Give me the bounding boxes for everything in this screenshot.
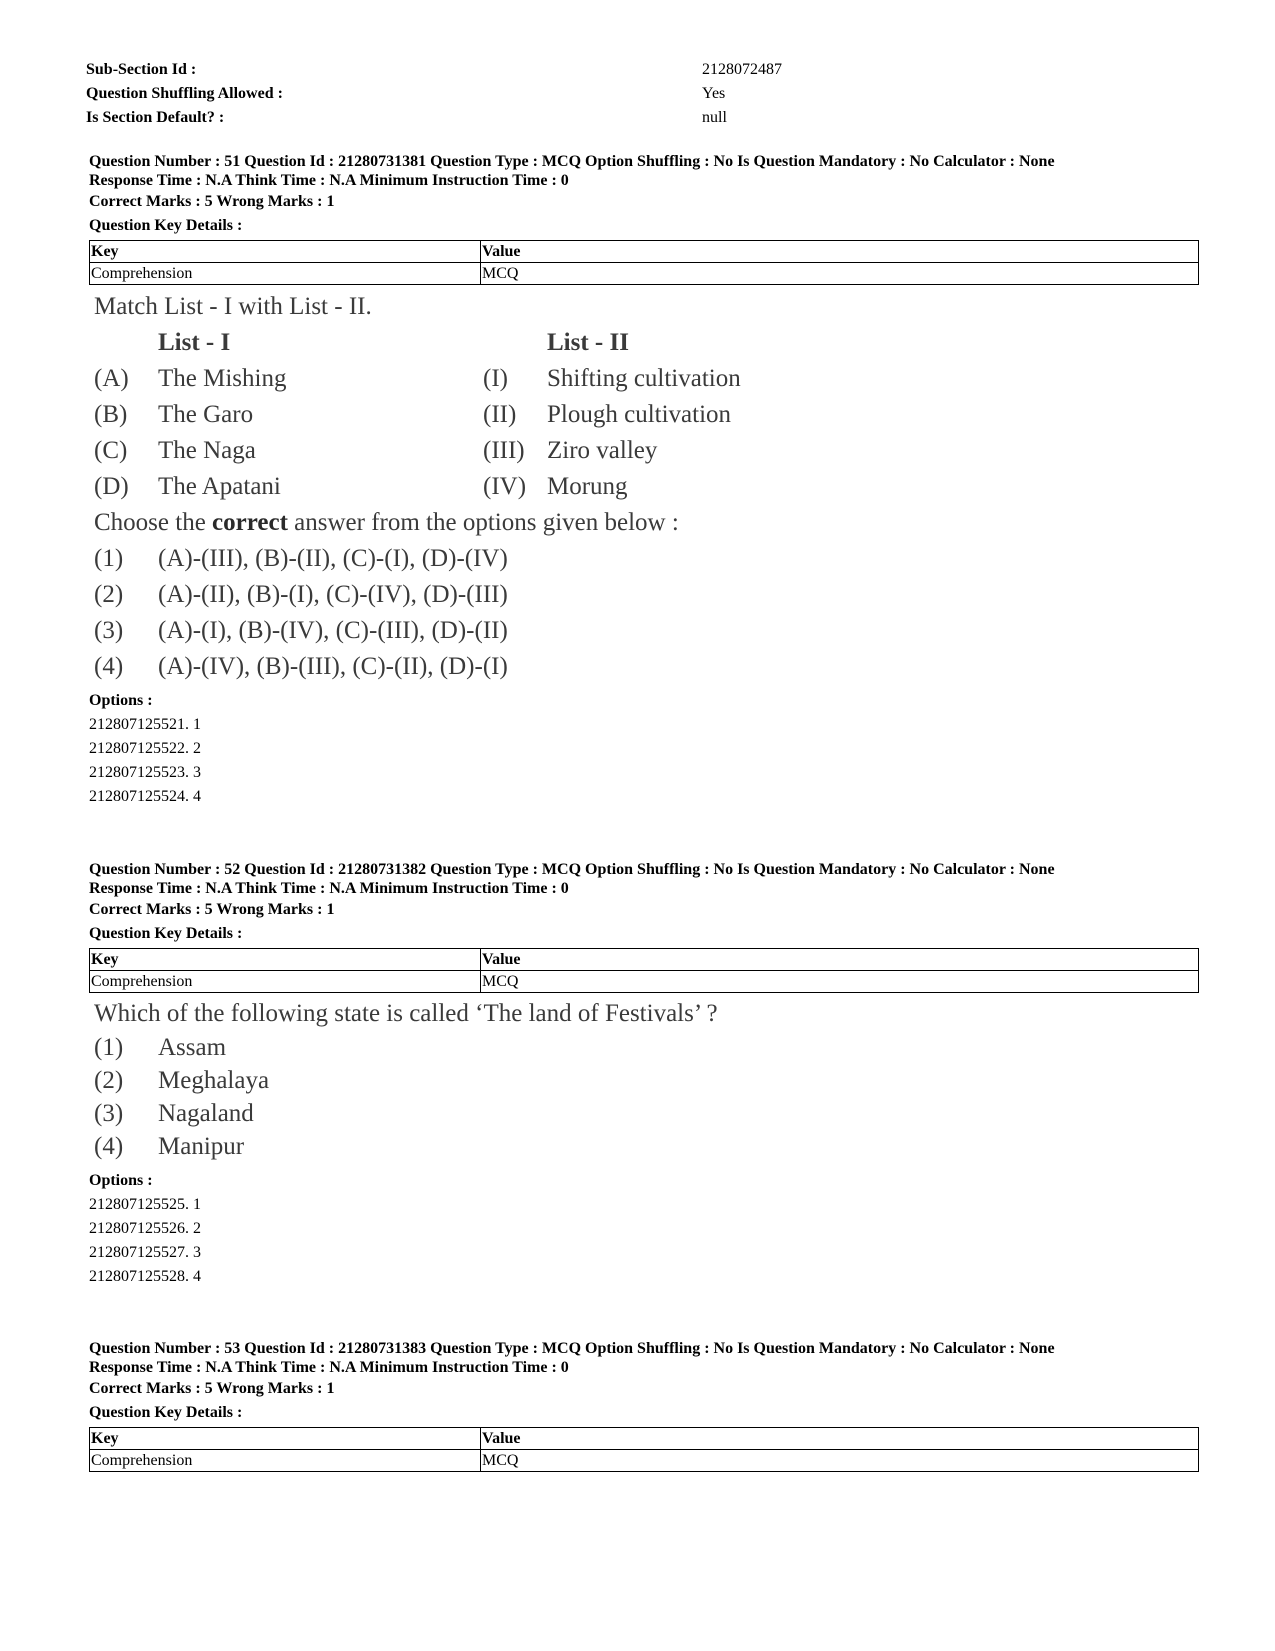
option-item: 212807125526. 2 — [89, 1220, 201, 1237]
question-image-52 — [94, 997, 1199, 1163]
choose-bold-text: correct — [212, 509, 288, 536]
question-header: Question Number : 51 Question Id : 21280731381 Question Type : MCQ Option Shuffling : No Is Question Mandatory : No Calculator : None — [89, 153, 1055, 170]
pair-item-right: Morung — [547, 473, 628, 500]
question-timing: Response Time : N.A Think Time : N.A Minimum Instruction Time : 0 — [89, 1359, 569, 1376]
answer-choice — [94, 1064, 1199, 1097]
question-timing: Response Time : N.A Think Time : N.A Minimum Instruction Time : 0 — [89, 172, 569, 189]
meta-key: Is Section Default? : — [86, 109, 225, 126]
table-header-row — [90, 1428, 1199, 1450]
option-item: 212807125528. 4 — [89, 1268, 201, 1285]
table-header-value: Value — [481, 949, 1199, 971]
question-timing: Response Time : N.A Think Time : N.A Minimum Instruction Time : 0 — [89, 880, 569, 897]
answer-choice — [94, 577, 1199, 613]
choice-number: (1) — [94, 1033, 124, 1061]
option-item: 212807125521. 1 — [89, 716, 201, 733]
list2-title: List - II — [547, 329, 629, 356]
option-item: 212807125525. 1 — [89, 1196, 201, 1213]
question-block-53 — [89, 1339, 1199, 1472]
pair-item-left: The Mishing — [158, 365, 287, 392]
key-details-table — [89, 1427, 1199, 1472]
list1-title: List - I — [158, 329, 231, 356]
key-details-table — [89, 948, 1199, 993]
choose-text: Choose the — [94, 509, 213, 536]
choice-number: (3) — [94, 1099, 124, 1127]
choice-text: Meghalaya — [158, 1066, 270, 1094]
question-marks: Correct Marks : 5 Wrong Marks : 1 — [89, 901, 335, 918]
pair-label-right: (II) — [483, 401, 517, 428]
question-marks: Correct Marks : 5 Wrong Marks : 1 — [89, 193, 335, 210]
answer-choice — [94, 1031, 1199, 1064]
pair-label-right: (I) — [483, 365, 508, 392]
meta-value: null — [702, 109, 727, 126]
pair-item-right: Shifting cultivation — [547, 365, 741, 392]
table-header-key: Key — [90, 1428, 481, 1450]
pair-label-left: (D) — [94, 473, 129, 500]
choice-number: (1) — [94, 545, 124, 572]
meta-row — [86, 58, 846, 82]
choice-number: (4) — [94, 1132, 124, 1160]
meta-value: 2128072487 — [702, 61, 782, 78]
table-header-key: Key — [90, 241, 481, 263]
answer-choice — [94, 613, 1199, 649]
table-header-row — [90, 241, 1199, 263]
answer-choice — [94, 649, 1199, 685]
question-marks: Correct Marks : 5 Wrong Marks : 1 — [89, 1380, 335, 1397]
pair-item-right: Plough cultivation — [547, 401, 732, 428]
table-cell-key: Comprehension — [90, 1450, 481, 1472]
answer-choice — [94, 1130, 1199, 1163]
choice-number: (4) — [94, 653, 124, 680]
choice-number: (2) — [94, 581, 124, 608]
question-block-52 — [89, 860, 1199, 1289]
table-cell-key: Comprehension — [90, 971, 481, 993]
table-row — [90, 971, 1199, 993]
option-item: 212807125524. 4 — [89, 788, 201, 805]
meta-key: Sub-Section Id : — [86, 61, 197, 78]
table-cell-key: Comprehension — [90, 263, 481, 285]
question-prompt: Which of the following state is called ‘The land of Festivals’ ? — [94, 1000, 718, 1027]
match-pair — [94, 433, 1199, 469]
list-titles — [94, 325, 1199, 361]
key-details-table — [89, 240, 1199, 285]
pair-label-left: (C) — [94, 437, 128, 464]
match-pair — [94, 469, 1199, 505]
answer-choice — [94, 1097, 1199, 1130]
choice-text: (A)-(III), (B)-(II), (C)-(I), (D)-(IV) — [158, 545, 508, 572]
table-header-value: Value — [481, 1428, 1199, 1450]
match-pair — [94, 397, 1199, 433]
pair-label-left: (A) — [94, 365, 129, 392]
table-header-value: Value — [481, 241, 1199, 263]
answer-choice — [94, 541, 1199, 577]
table-row — [90, 1450, 1199, 1472]
match-pair — [94, 361, 1199, 397]
table-cell-value: MCQ — [481, 971, 1199, 993]
pair-item-right: Ziro valley — [547, 437, 658, 464]
options-title: Options : — [89, 692, 153, 709]
choice-number: (3) — [94, 617, 124, 644]
section-meta — [86, 58, 846, 130]
choice-number: (2) — [94, 1066, 124, 1094]
choice-text: (A)-(II), (B)-(I), (C)-(IV), (D)-(III) — [158, 581, 508, 608]
pair-item-left: The Garo — [158, 401, 254, 428]
table-header-key: Key — [90, 949, 481, 971]
key-details-label: Question Key Details : — [89, 925, 243, 942]
choice-text: (A)-(I), (B)-(IV), (C)-(III), (D)-(II) — [158, 617, 508, 644]
option-item: 212807125527. 3 — [89, 1244, 201, 1261]
choice-text: Nagaland — [158, 1099, 254, 1127]
choose-instruction — [94, 505, 1199, 541]
option-item: 212807125522. 2 — [89, 740, 201, 757]
option-item: 212807125523. 3 — [89, 764, 201, 781]
table-header-row — [90, 949, 1199, 971]
meta-row — [86, 106, 846, 130]
pair-item-left: The Naga — [158, 437, 256, 464]
choice-text: Assam — [158, 1033, 227, 1061]
key-details-label: Question Key Details : — [89, 1404, 243, 1421]
pair-label-right: (III) — [483, 437, 525, 464]
meta-row — [86, 82, 846, 106]
options-title: Options : — [89, 1172, 153, 1189]
question-prompt: Match List - I with List - II. — [94, 293, 372, 320]
table-cell-value: MCQ — [481, 263, 1199, 285]
pair-item-left: The Apatani — [158, 473, 281, 500]
choose-text: answer from the options given below : — [287, 509, 679, 536]
choice-text: Manipur — [158, 1132, 245, 1160]
question-header: Question Number : 53 Question Id : 21280731383 Question Type : MCQ Option Shuffling : No Is Question Mandatory : No Calculator : None — [89, 1340, 1055, 1357]
meta-value: Yes — [702, 85, 726, 102]
question-block-51 — [89, 152, 1199, 809]
table-cell-value: MCQ — [481, 1450, 1199, 1472]
key-details-label: Question Key Details : — [89, 217, 243, 234]
question-image-51 — [94, 289, 1199, 685]
question-header: Question Number : 52 Question Id : 21280731382 Question Type : MCQ Option Shuffling : No Is Question Mandatory : No Calculator : None — [89, 861, 1055, 878]
table-row — [90, 263, 1199, 285]
pair-label-left: (B) — [94, 401, 128, 428]
meta-key: Question Shuffling Allowed : — [86, 85, 283, 102]
pair-label-right: (IV) — [483, 473, 527, 500]
choice-text: (A)-(IV), (B)-(III), (C)-(II), (D)-(I) — [158, 653, 508, 680]
